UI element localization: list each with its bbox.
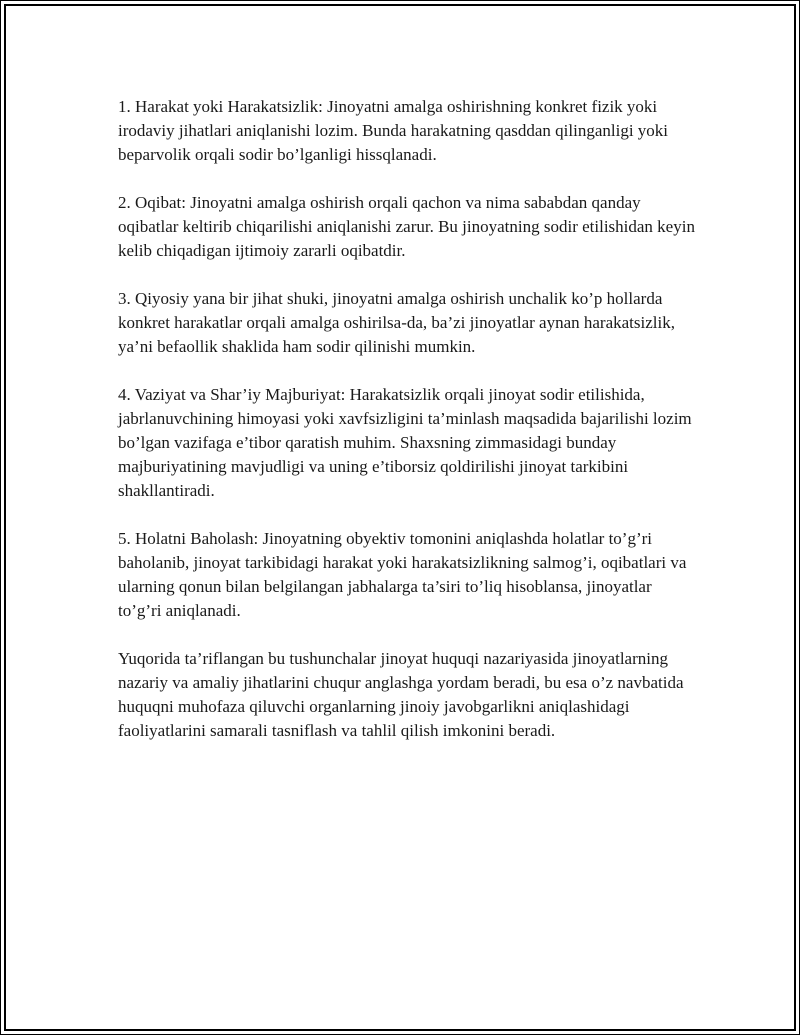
paragraph-qiyosiy: 3. Qiyosiy yana bir jihat shuki, jinoyatni amalga oshirish unchalik ko’p hollarda konkret harakatlar orqali amalga oshirilsa-da, ba’zi jinoyatlar aynan harakatsizlik, ya’ni befaollik shaklida ham sodir qilinishi mumkin.: [118, 289, 675, 356]
paragraph-vaziyat: 4. Vaziyat va Shar’iy Majburiyat: Harakatsizlik orqali jinoyat sodir etilishida, jabrlanuvchining himoyasi yoki xavfsizligini ta’minlash maqsadida bajarilishi lozim bo’lgan vazifaga e’tibor qaratish muhim. Shaxsning zimmasidagi bunday majburiyatining mavjudligi va uning e’tiborsiz qoldirilishi jinoyat tarkibini shakllantiradi.: [118, 385, 692, 500]
paragraph-holatni-baholash: 5. Holatni Baholash: Jinoyatning obyektiv tomonini aniqlashda holatlar to’g’ri baholanib, jinoyat tarkibidagi harakat yoki harakatsizlikning salmog’i, oqibatlari va ularning qonun bilan belgilangan jabhalarga ta’siri to’liq hisoblansa, jinoyatlar to’g’ri aniqlanadi.: [118, 529, 687, 620]
paragraph-oqibat: 2. Oqibat: Jinoyatni amalga oshirish orqali qachon va nima sababdan qanday oqibatlar keltirib chiqarilishi aniqlanishi zarur. Bu jinoyatning sodir etilishidan keyin kelib chiqadigan ijtimoiy zararli oqibatdir.: [118, 193, 695, 260]
paragraph-conclusion: Yuqorida ta’riflangan bu tushunchalar jinoyat huquqi nazariyasida jinoyatlarning nazariy va amaliy jihatlarini chuqur anglashga yordam beradi, bu esa o’z navbatida huquqni muhofaza qiluvchi organlarning jinoiy javobgarlikni aniqlashidagi faoliyatlarini samarali tasniflash va tahlil qilish imkonini beradi.: [118, 649, 684, 740]
paragraph-harakat: 1. Harakat yoki Harakatsizlik: Jinoyatni amalga oshirishning konkret fizik yoki irodaviy jihatlari aniqlanishi lozim. Bunda harakatning qasddan qilinganligi yoki beparvolik orqali sodir bo’lganligi hissqlanadi.: [118, 97, 669, 164]
document-body: [118, 95, 698, 767]
